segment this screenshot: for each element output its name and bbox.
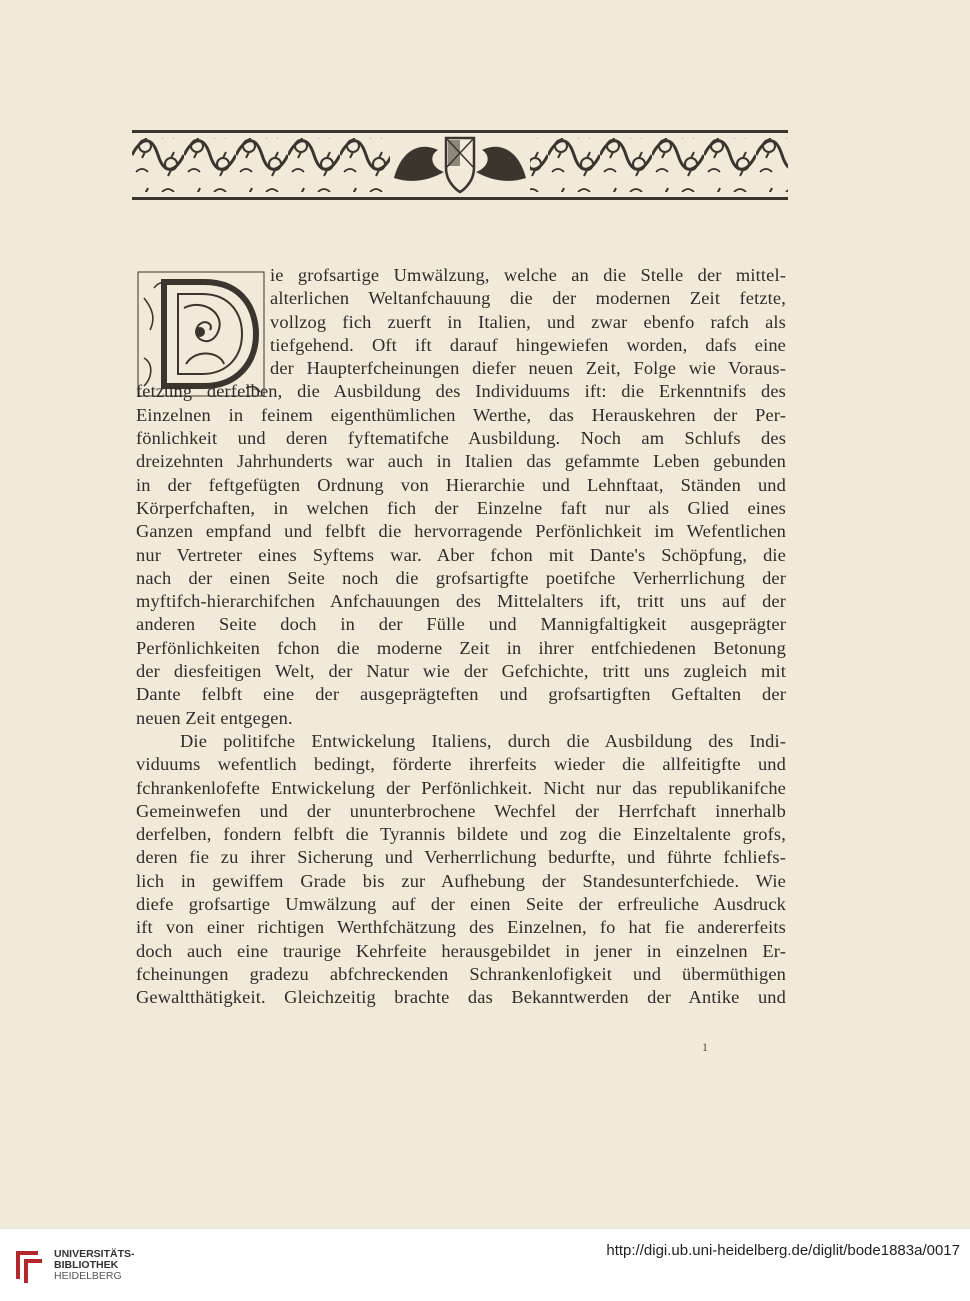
text-line: Dante felbft eine der ausgeprägteften und grofsartigften Geftalten der (136, 684, 786, 705)
text-line: derfelben, fondern felbft die Tyrannis bildete und zog die Einzeltalente grofs, (136, 824, 786, 845)
text-line: myftifch-hierarchifchen Anfchauungen des Mittelalters ift, tritt uns auf der (136, 591, 786, 612)
text-line: dreizehnten Jahrhunderts war auch in Italien das gefammte Leben gebunden (136, 451, 786, 472)
text-line: Gewaltthätigkeit. Gleichzeitig brachte das Bekanntwerden der Antike und (136, 987, 786, 1008)
text-line: fcheinungen gradezu abfchreckenden Schrankenlofigkeit und übermüthigen (136, 963, 786, 984)
text-line: nach der einen Seite noch die grofsartigfte poetifche Verherrlichung der (136, 567, 786, 588)
text-line: fönlichkeit und deren fyftematifche Ausbildung. Noch am Schlufs des (136, 428, 786, 449)
text-line: ift von einer richtigen Werthfchätzung des Einzelnen, fo hat fie andererfeits (136, 917, 786, 938)
text-line: doch auch eine traurige Kehrfeite herausgebildet in jener in einzelnen Er- (136, 940, 786, 961)
text-line: in der feftgefügten Ordnung von Hierarchie und Lehnftaat, Ständen und (136, 474, 786, 495)
text-line: Gemeinwefen und der ununterbrochene Wechfel der Herrfchaft innerhalb (136, 800, 786, 821)
permalink-url[interactable]: http://digi.ub.uni-heidelberg.de/diglit/bode1883a/0017 (606, 1242, 960, 1259)
text-line: viduums wefentlich bedingt, förderte ihrerfeits wieder die allfeitigfte und (136, 754, 786, 775)
ornamental-header-band (132, 128, 788, 202)
body-text (136, 264, 786, 1010)
page-number: 1 (702, 1040, 708, 1054)
text-line: Ganzen empfand und felbft die hervorragende Perfönlichkeit im Wefentlichen (136, 521, 786, 542)
text-line: nur Vertreter eines Syftems war. Aber fchon mit Dante's Schöpfung, die (136, 544, 786, 565)
text-line: anderen Seite doch in der Fülle und Mannigfaltigkeit ausgeprägter (136, 614, 786, 635)
text-line: Körperfchaften, in welchen fich der Einzelne faft nur als Glied eines (136, 497, 786, 518)
text-line: vollzog fich zuerft in Italien, und zwar ebenfo rafch als (270, 311, 786, 332)
library-name-line: UNIVERSITÄTS- (54, 1248, 135, 1260)
text-line: Perfönlichkeiten fchon die moderne Zeit in ihrer entfchiedenen Betonung (136, 637, 786, 658)
text-line: fetzung derfelben, die Ausbildung des Individuums ift: die Erkenntnifs des (136, 381, 786, 402)
viewer-footer (0, 1228, 970, 1301)
library-logo-icon[interactable] (12, 1245, 46, 1285)
library-name-line: HEIDELBERG (54, 1270, 122, 1282)
library-name-line: BIBLIOTHEK (54, 1259, 119, 1271)
text-line: der diesfeitigen Welt, der Natur wie der Gefchichte, tritt uns zugleich mit (136, 661, 786, 682)
text-line: lich in gewiffem Grade bis zur Aufhebung der Standesunterfchiede. Wie (136, 870, 786, 891)
text-line: neuen Zeit entgegen. (136, 707, 293, 728)
library-name[interactable] (54, 1249, 135, 1282)
text-line: fchrankenlofefte Entwickelung der Perfönlichkeit. Nicht nur das republikanifche (136, 777, 786, 798)
text-line: ie grofsartige Umwälzung, welche an die Stelle der mittel- (270, 265, 786, 285)
text-line: der Haupterfcheinungen diefer neuen Zeit, Folge wie Voraus- (270, 358, 786, 379)
text-line: deren fie zu ihrer Sicherung und Verherrlichung bedurfte, und führte fchliefs- (136, 847, 786, 868)
text-line: Die politifche Entwickelung Italiens, durch die Ausbildung des Indi- (180, 730, 786, 751)
text-line: alterlichen Weltanfchauung die der modernen Zeit fetzte, (270, 288, 786, 309)
text-line: diefe grofsartige Umwälzung auf der einen Seite der erfreuliche Ausdruck (136, 894, 786, 915)
text-line: tiefgehend. Oft ift darauf hingewiefen worden, dafs eine (270, 334, 786, 355)
text-line: Einzelnen in feinem eigenthümlichen Werthe, das Herauskehren der Per- (136, 404, 786, 425)
